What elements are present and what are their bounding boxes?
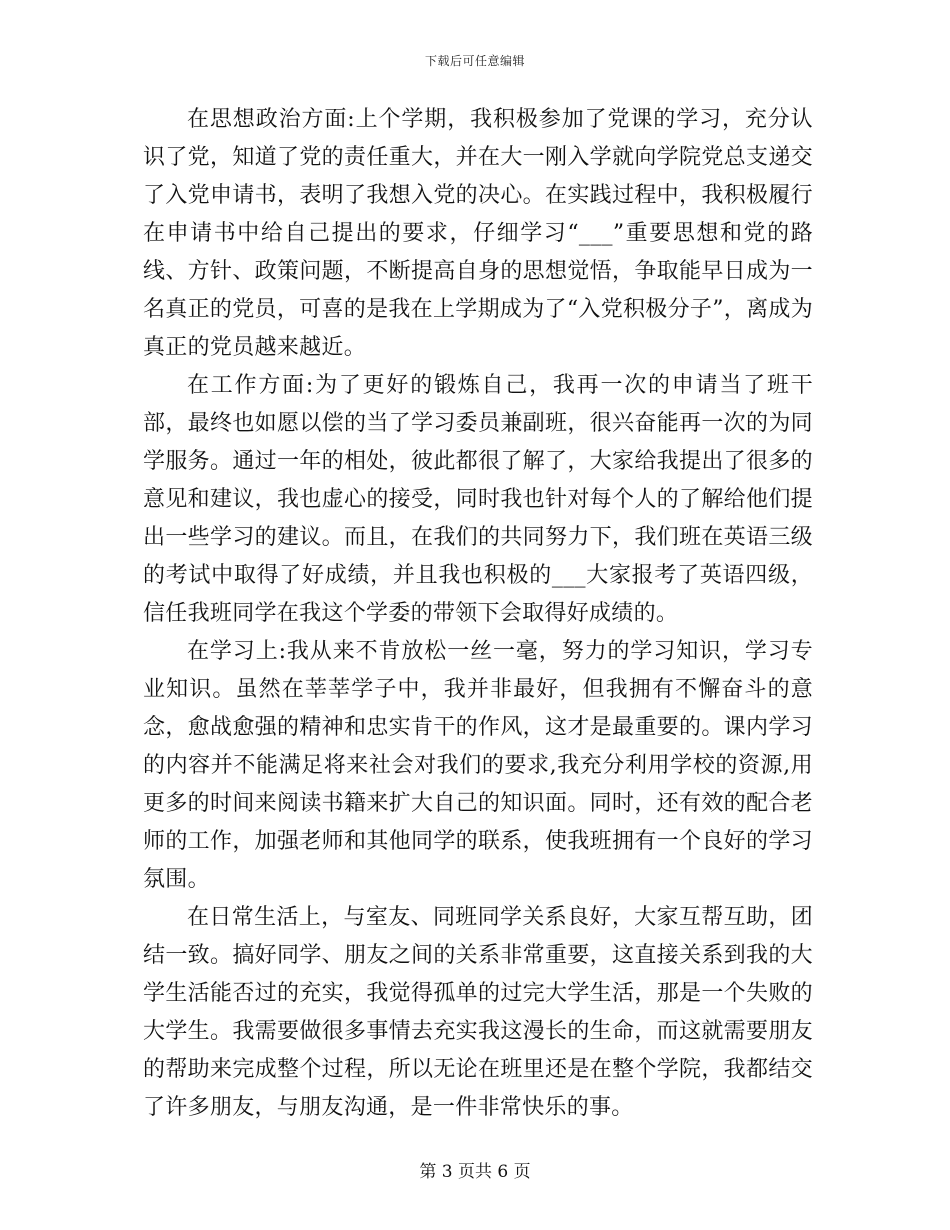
page-number: 第 3 页共 6 页	[419, 1162, 531, 1182]
document-body	[143, 101, 813, 1127]
paragraph-daily-life: 在日常生活上，与室友、同班同学关系良好，大家互帮互助，团结一致。搞好同学、朋友之间的关系非常重要，这直接关系到我的大学生活能否过的充实，我觉得孤单的过完大学生活，那是一个失败的大学生。我需要做很多事情去充实我这漫长的生命，而这就需要朋友的帮助来完成整个过程，所以无论在班里还是在整个学院，我都结交了许多朋友，与朋友沟通，是一件非常快乐的事。	[143, 905, 813, 1120]
paragraph-work: 在工作方面:为了更好的锻炼自己，我再一次的申请当了班干部，最终也如愿以偿的当了学习委员兼副班，很兴奋能再一次的为同学服务。通过一年的相处，彼此都很了解了，大家给我提出了很多的意见和建议，我也虚心的接受，同时我也针对每个人的了解给他们提出一些学习的建议。而且，在我们的共同努力下，我们班在英语三级的考试中取得了好成绩，并且我也积极的___大家报考了英语四级，信任我班同学在我这个学委的带领下会取得好成绩的。	[143, 373, 813, 626]
page-header: 下载后可任意编辑	[424, 54, 525, 68]
paragraph-study: 在学习上:我从来不肯放松一丝一毫，努力的学习知识，学习专业知识。虽然在莘莘学子中，我并非最好，但我拥有不懈奋斗的意念，愈战愈强的精神和忠实肯干的作风，这才是最重要的。课内学习的内容并不能满足将来社会对我们的要求,我充分利用学校的资源,用更多的时间来阅读书籍来扩大自己的知识面。同时，还有效的配合老师的工作，加强老师和其他同学的联系，使我班拥有一个良好的学习氛围。	[143, 639, 813, 892]
paragraph-political: 在思想政治方面:上个学期，我积极参加了党课的学习，充分认识了党，知道了党的责任重大，并在大一刚入学就向学院党总支递交了入党申请书，表明了我想入党的决心。在实践过程中，我积极履行在申请书中给自己提出的要求，仔细学习“___”重要思想和党的路线、方针、政策问题，不断提高自身的思想觉悟，争取能早日成为一名真正的党员，可喜的是我在上学期成为了“入党积极分子”，离成为真正的党员越来越近。	[143, 107, 813, 360]
